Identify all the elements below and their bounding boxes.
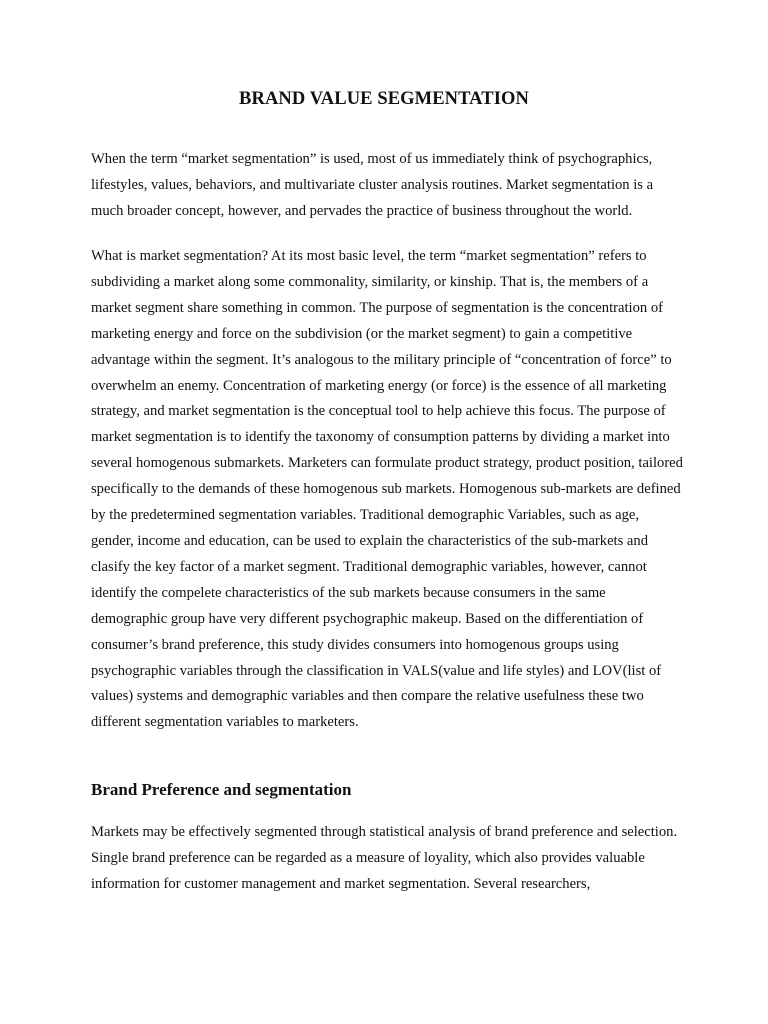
document-title: BRAND VALUE SEGMENTATION: [239, 89, 529, 109]
definition-paragraph: What is market segmentation? At its most basic level, the term “market segmentation” refers to subdividing a market along some commonality, similarity, or kinship. That is, the members of a market segment share something in common. The purpose of segmentation is the concentration of marketing energy and force on the subdivision (or the market segment) to gain a competitive advantage within the segment. It’s analogous to the military principle of “concentration of force” to overwhelm an enemy. Concentration of marketing energy (or force) is the essence of all marketing strategy, and market segmentation is the conceptual tool to help achieve this focus. The purpose of market segmentation is to identify the taxonomy of consumption patterns by dividing a market into several homogenous submarkets. Marketers can formulate product strategy, product position, tailored specifically to the demands of these homogenous sub markets. Homogenous sub-markets are defined by the predetermined segmentation variables. Traditional demographic Variables, such as age, gender, income and education, can be used to explain the characteristics of the sub-markets and clasify the key factor of a market segment. Traditional demographic variables, however, cannot identify the compelete characteristics of the sub markets because consumers in the same demographic group have very different psychographic makeup. Based on the differentiation of consumer’s brand preference, this study divides consumers into homogenous groups using psychographic variables through the classification in VALS(value and life styles) and LOV(list of values) systems and demographic variables and then compare the relative usefulness these two different segmentation variables to marketers.: [91, 248, 683, 731]
section-heading: Brand Preference and segmentation: [91, 780, 352, 799]
intro-paragraph: When the term “market segmentation” is used, most of us immediately think of psychographics, lifestyles, values, behaviors, and multivariate cluster analysis routines. Market segmentation is a much broader concept, however, and pervades the practice of business throughout the world.: [91, 151, 654, 219]
section-paragraph: Markets may be effectively segmented through statistical analysis of brand preference and selection. Single brand preference can be regarded as a measure of loyality, which also provides valuable information for customer management and market segmentation. Several researchers,: [91, 824, 678, 892]
